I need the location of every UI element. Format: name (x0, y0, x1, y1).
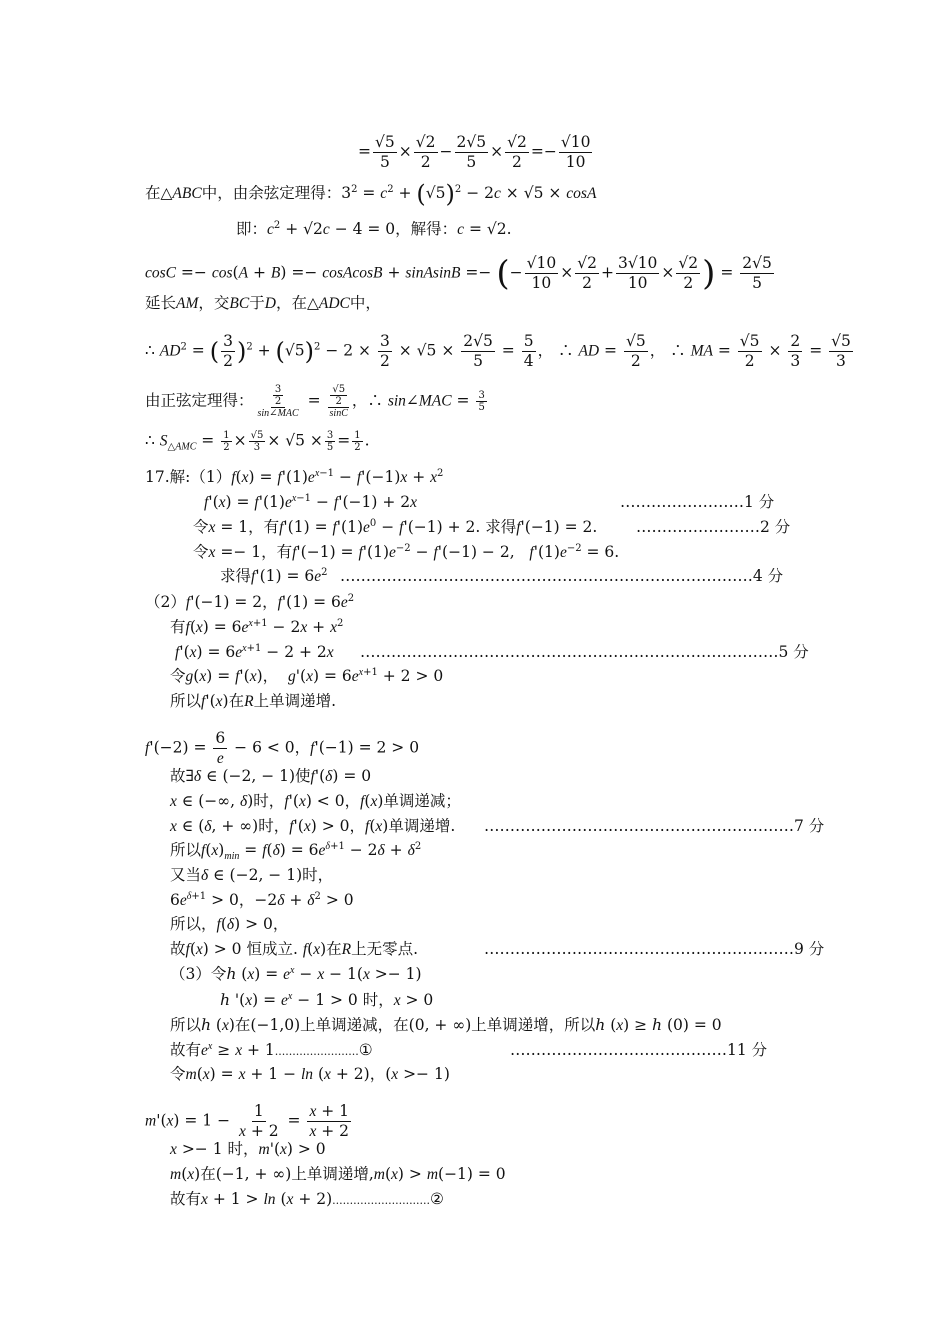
substitute-xm1-line: 令x =− 1，有$f'(-1) = f'(1)e^{-2} - f'(-1) - 2$, $f'(1)e^{-2} = 6$. (193, 542, 620, 561)
inequality-2-line: 故有x + 1 > ln (x + 2)............................② (170, 1190, 444, 1208)
mx-definition-line: 令m(x) = x + 1 − ln (x + 2)，(x >− 1) (170, 1065, 450, 1083)
gx-line: 令g(x) = f'(x)， $g'(x) = 6e^{x+1} + 2 > 0$ (170, 666, 444, 685)
h-monotonic-line: 所以ℎ (x)在(−1,0)上单调递减，在(0, + ∞)上单调递增，所以ℎ (x) ≥ ℎ (0) = 0 (170, 1016, 722, 1034)
inequality-1-line: 故有$e^x \ge x$ + 1........................① (170, 1040, 373, 1059)
problem-17-header: 17.解:（1）f(x) = $f'(1)e^{x-1} - f'(-1)x + x^2$ (145, 467, 444, 486)
score-9: ……………………………………………………9 分 (484, 940, 825, 958)
no-zero-line: 故f(x) > 0 恒成立. f(x)在R上无零点. (170, 940, 419, 958)
minimum-line: 所以$f(x)_{min} = f(\delta) = 6e^{\delta+1} - 2\delta + \delta^2$ (170, 840, 422, 863)
area-line: ∴ $S_{\triangle AMC}$ = $\frac{1}{2}$ × $\frac{√5}{3}$ × √5 × $\frac{3}{5}$ = $\frac{1}{2}$ . (145, 430, 370, 453)
monotonic-line: 所以f'(x)在R上单调递增. (170, 692, 336, 710)
ad-squared-line: ∴ $AD^2$ = ( $\frac{3}{2}$ )$^2 + (√5)^2 - 2$ × $\frac{3}{2}$ × √5 × $\frac{2√5}{5}$ = $\frac{5}{4}$ ， ∴ AD = $\frac{√5}{2}$ ， ∴ MA = $\frac{√5}{2}$ × $\frac{2}{3}$ = $\frac{√5}{3}$ (145, 332, 851, 370)
delta-range-line: 又当δ ∈ (−2, − 1)时， (170, 866, 334, 884)
mx-positive-line: x >− 1 时，m'(x) > 0 (170, 1140, 326, 1158)
extend-line: 延长AM，交BC于D，在△ADC中， (145, 294, 381, 312)
f-delta-positive-line: 所以，f(δ) > 0， (170, 915, 289, 933)
solve-c-line: 即：$c^2 + √2c - 4 = 0$，解得：c = √2. (236, 219, 512, 238)
mx-increasing-line: m(x)在(−1, + ∞)上单调递增,m(x) > m(−1) = 0 (170, 1165, 506, 1183)
score-2: ……………………2 分 (636, 518, 791, 536)
decreasing-interval-line: x ∈ (−∞, δ)时，f'(x) < 0，f(x)单调递减； (170, 792, 461, 810)
exists-delta-line: 故∃δ ∈ (−2, − 1)使f'(δ) = 0 (170, 767, 372, 785)
mx-derivative-line: m'(x) = 1 − $\frac{1}{x + 2}$ = $\frac{x + 1}{x + 2}$ (145, 1102, 350, 1140)
score-5: ………………………………………………………………………5 分 (360, 643, 809, 661)
sine-law-line: 由正弦定理得： $\frac{\frac{3}{2}}{\text{sin∠MAC}}$ = $\frac{\frac{√5}{2}}{\sin C}$ ，∴ sin∠MAC = $\frac{3}{5}$ (145, 384, 485, 419)
cosine-law-line: 在△ABC中，由余弦定理得：$3^2 = c^2 + (√5)^2 - 2c \times √5 \times \cos A$ (145, 180, 597, 208)
score-11: ……………………………………11 分 (510, 1041, 768, 1059)
derivative-line: $f'(x) = f'(1)e^{x-1} - f'(-1) + 2x$ (204, 492, 417, 511)
cosc-line: cosC =− cos(A + B) =− cosAcosB + sinAsinB =− (− $\frac{√10}{10}$ × $\frac{√2}{2}$ + $\frac{3√10}{10}$ × $\frac{√2}{2}$ ) = $\frac{2√5}{5}$ (145, 253, 772, 294)
part-3-header: （3）令ℎ $(x) = e^x - x - 1(x >- 1)$ (170, 964, 422, 983)
score-7: ……………………………………………………7 分 (484, 817, 825, 835)
substitute-x1-line: 令x = 1，有$f'(1) = f'(1)e^0 - f'(-1) + 2$. 求得f'(−1) = 2. (193, 517, 598, 536)
score-4: ………………………………………………………..……………4 分 (340, 567, 784, 585)
part-2-header: （2）f'(−1) = 2，$f'(1) = 6e^2$ (145, 592, 355, 611)
result-f1-line: 求得$f'(1) = 6e^2$ (220, 566, 328, 585)
fp-values-line: f'(−2) = $\frac{6}{e}$ − 6 < 0，f'(−1) = 2 > 0 (145, 729, 420, 767)
score-1: ……………………1 分 (620, 493, 775, 511)
equation-line-1: = $\frac{√5}{5}$ × $\frac{√2}{2}$ − $\frac{2√5}{5}$ × $\frac{√2}{2}$ =− $\frac{√10}{10}$ (358, 133, 591, 171)
increasing-interval-line: x ∈ (δ, + ∞)时，f'(x) > 0，f(x)单调递增. (170, 817, 456, 835)
fpx-expression-line: $f'(x) = 6e^{x+1} - 2 + 2x$ (175, 642, 334, 661)
positive-terms-line: $6e^{\delta+1} > 0$，$-2\delta + \delta^2 > 0$ (170, 890, 354, 909)
fx-expression-line: 有$f(x) = 6e^{x+1} - 2x + x^2$ (170, 617, 344, 636)
h-derivative-line: ℎ '$(x) = e^x - 1 > 0$ 时，x > 0 (220, 990, 434, 1009)
